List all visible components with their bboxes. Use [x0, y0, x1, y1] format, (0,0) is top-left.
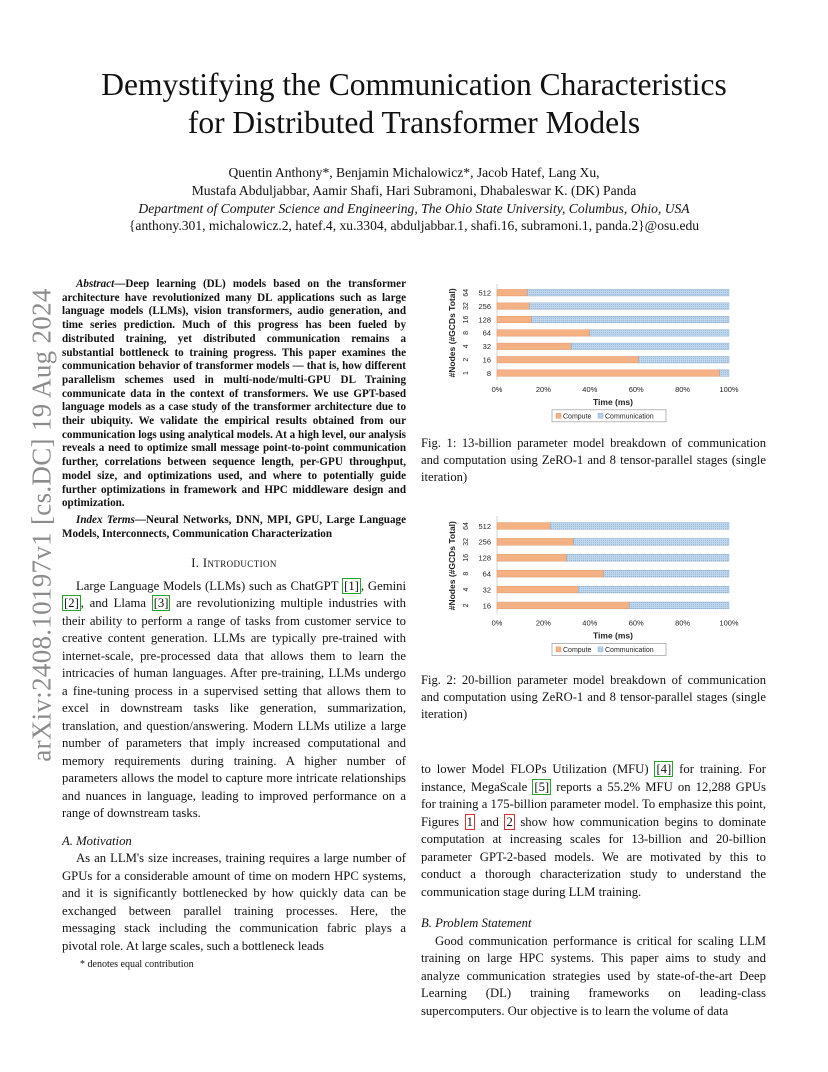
node-tick-label: 4 — [463, 587, 470, 592]
x-axis-title: Time (ms) — [593, 630, 633, 641]
bar-compute — [497, 370, 720, 377]
legend-swatch-communication — [598, 647, 603, 652]
bar-compute — [497, 570, 604, 577]
node-tick-label: 64 — [463, 288, 470, 297]
bar-compute — [497, 356, 639, 363]
bar-communication — [574, 539, 729, 546]
figure-1 — [421, 276, 766, 486]
intro-text-a: Large Language Models (LLMs) such as ChatGPT — [76, 578, 343, 593]
gcd-tick-label: 16 — [482, 601, 491, 611]
right-paragraph-1 — [421, 761, 766, 901]
figure-1-chart — [421, 276, 766, 428]
x-tick-label: 0% — [491, 384, 503, 394]
bar-communication — [604, 570, 729, 577]
figure-2-caption: Fig. 2: 20-billion parameter model breakdown of communication and computation using ZeRO-1 and 8 tensor-parallel stages (single iteration) — [421, 672, 766, 722]
citation-link[interactable]: [3] — [153, 596, 169, 611]
gcd-tick-label: 32 — [482, 342, 491, 352]
intro-paragraph — [62, 578, 406, 823]
node-tick-label: 16 — [463, 553, 470, 562]
bar-compute — [497, 289, 527, 296]
x-tick-label: 60% — [628, 618, 644, 628]
subsection-heading-motivation: A. Motivation — [62, 833, 132, 848]
authors-line-1: Quentin Anthony*, Benjamin Michalowicz*, Jacob Hatef, Lang Xu, — [228, 165, 600, 180]
bar-compute — [497, 303, 529, 310]
x-tick-label: 100% — [719, 384, 739, 394]
bar-compute — [497, 554, 567, 561]
x-tick-label: 40% — [582, 384, 598, 394]
abstract — [62, 278, 406, 511]
author-block — [60, 164, 768, 235]
x-axis-title: Time (ms) — [593, 396, 633, 407]
x-tick-label: 0% — [491, 618, 503, 628]
x-tick-label: 80% — [675, 618, 691, 628]
bar-communication — [639, 356, 729, 363]
bar-communication — [571, 343, 729, 350]
node-tick-label: 64 — [463, 522, 470, 530]
node-tick-label: 2 — [463, 603, 470, 608]
right-column — [421, 276, 766, 1020]
x-tick-label: 100% — [719, 618, 739, 628]
gcd-tick-label: 512 — [478, 288, 491, 298]
bar-communication — [578, 586, 729, 593]
x-tick-label: 80% — [675, 384, 691, 394]
chart-legend — [552, 644, 666, 656]
gcd-tick-label: 128 — [478, 553, 491, 563]
x-tick-label: 20% — [535, 384, 551, 394]
footnote: * denotes equal contribution — [80, 959, 194, 970]
bar-compute — [497, 539, 574, 546]
citation-link[interactable]: [4] — [656, 762, 672, 777]
legend-label-communication: Communication — [605, 413, 654, 421]
bar-communication — [567, 554, 729, 561]
y-axis-title: #Nodes (#GCDs Total) — [447, 521, 457, 611]
subsection-heading-problem-statement: B. Problem Statement — [421, 916, 532, 931]
bar-communication — [529, 303, 729, 310]
intro-text-b: , Gemini — [360, 578, 406, 593]
arxiv-identifier — [22, 275, 62, 775]
node-tick-label: 2 — [463, 357, 470, 362]
bar-compute — [497, 586, 578, 593]
node-tick-label: 32 — [463, 538, 470, 546]
right-text-b: for training. For instance, MegaScale — [421, 762, 766, 794]
right-text-d: and — [474, 814, 505, 829]
bar-communication — [720, 370, 729, 377]
node-tick-label: 1 — [463, 371, 470, 376]
section-number: I. — [191, 556, 203, 571]
chart-legend — [552, 410, 666, 422]
citation-link[interactable]: [2] — [64, 596, 79, 611]
paper-title — [60, 66, 768, 142]
bar-communication — [527, 289, 729, 296]
intro-text-c: , and Llama — [80, 596, 152, 611]
title-line-2: for Distributed Transformer Models — [187, 105, 641, 140]
gcd-tick-label: 256 — [478, 301, 491, 311]
intro-text-d: are revolutionizing multiple industries with their ability to perform a range of tasks from customer service to creative content generation. LLMs are typically pre-trained with internet-scale, pre-processed data that allows them to learn the intricacies of human languages. After pre-training, LLMs undergo a fine-tuning process in a supervised setting that allows them to excel in downstream tasks like generation, summarization, translation, and question/answering. Modern LLMs utilize a large number of parameters that imply increased computational and memory requirements during training. A higher number of parameters allows the model to capture more intricate relationships and nuances in language, leading to improved performance on a range of downstream tasks. — [62, 596, 406, 821]
legend-swatch-compute — [556, 413, 561, 418]
motivation-paragraph: As an LLM's size increases, training requires a large number of GPUs for a considerable amount of time on modern HPC systems, and it is significantly bottlenecked by how quickly data can be exchanged between parallel training processes. Here, the messaging stack including the communication fabric plays a pivotal role. At large scales, such a bottleneck leads — [62, 851, 406, 953]
title-line-1: Demystifying the Communication Characteristics — [101, 67, 727, 102]
legend-label-compute: Compute — [563, 647, 592, 655]
node-tick-label: 4 — [463, 344, 470, 349]
section-title: Introduction — [202, 556, 277, 571]
gcd-tick-label: 128 — [478, 315, 491, 325]
x-tick-label: 60% — [628, 384, 644, 394]
node-tick-label: 32 — [463, 302, 470, 310]
legend-swatch-compute — [556, 647, 561, 652]
node-tick-label: 16 — [463, 315, 470, 324]
index-terms — [62, 514, 406, 541]
x-tick-label: 20% — [535, 618, 551, 628]
bar-compute — [497, 316, 532, 323]
citation-link[interactable]: [1] — [344, 578, 359, 593]
section-heading-introduction — [62, 555, 406, 573]
legend-swatch-communication — [598, 413, 603, 418]
figure-2-chart — [421, 512, 766, 656]
author-emails: {anthony.301, michalowicz.2, hatef.4, xu.3304, abduljabbar.1, shafi.16, subramoni.1, panda.2}@osu.edu — [128, 218, 700, 234]
right-text-a: to lower Model FLOPs Utilization (MFU) — [421, 762, 655, 777]
problem-statement-paragraph: Good communication performance is critical for scaling LLM training on large HPC systems. This paper aims to study and analyze communication strategies used by state-of-the-art Deep Learning (DL) training frameworks on leading-class supercomputers. Our objective is to learn the volume of data — [421, 933, 766, 1018]
node-tick-label: 8 — [463, 571, 470, 576]
abstract-text: —Deep learning (DL) models based on the transformer architecture have revolutionized many DL applications such as large language models (LLMs), vision transformers, audio generation, and time series prediction. Much of this progress has been fueled by distributed training, yet distributed communication remains a substantial bottleneck to training progress. This paper examines the communication behavior of transformer models — that is, how different parallelism schemes used in multi-node/multi-GPU DL Training communicate data in the context of transformers. We use GPT-based language models as a case study of the transformer architecture due to their ubiquity. We validate the empirical results obtained from our communication logs using analytical models. At a high level, our analysis reveals a need to optimize small message point-to-point communication further, correlations between sequence length, per-GPU throughput, model size, and optimizations used, and where to potentially guide further optimizations in framework and HPC middleware design and optimization. — [62, 278, 406, 510]
index-terms-text: —Neural Networks, DNN, MPI, GPU, Large Language Models, Interconnects, Communication Characterization — [62, 513, 406, 540]
bar-compute — [497, 602, 629, 609]
arxiv-id-text: arXiv:2408.10197v1 [cs.DC] 19 Aug 2024 — [26, 288, 57, 762]
gcd-tick-label: 8 — [486, 368, 491, 378]
bar-compute — [497, 330, 590, 337]
figure-reference-link[interactable]: 2 — [506, 814, 513, 829]
figure-2 — [421, 512, 766, 723]
gcd-tick-label: 32 — [482, 585, 491, 595]
bar-compute — [497, 523, 550, 530]
legend-label-communication: Communication — [605, 647, 654, 655]
node-tick-label: 8 — [463, 330, 470, 335]
affiliation: Department of Computer Science and Engineering, The Ohio State University, Columbus, Ohio, USA — [138, 200, 690, 216]
legend-label-compute: Compute — [563, 413, 592, 421]
index-terms-label: Index Terms — [76, 513, 135, 526]
bar-communication — [532, 316, 729, 323]
bar-communication — [550, 523, 729, 530]
x-tick-label: 40% — [582, 618, 598, 628]
gcd-tick-label: 256 — [478, 537, 491, 547]
right-text-c: reports a 55.2% MFU on 12,288 GPUs for training a 175-billion parameter model. To emphasize this point, Figures — [421, 779, 766, 829]
bar-communication — [590, 330, 729, 337]
authors-line-2: Mustafa Abduljabbar, Aamir Shafi, Hari Subramoni, Dhabaleswar K. (DK) Panda — [191, 182, 637, 198]
gcd-tick-label: 16 — [482, 355, 491, 365]
gcd-tick-label: 64 — [482, 328, 491, 338]
left-column — [62, 278, 406, 955]
bar-compute — [497, 343, 571, 350]
bar-communication — [629, 602, 729, 609]
gcd-tick-label: 64 — [482, 569, 491, 579]
y-axis-title: #Nodes (#GCDs Total) — [447, 288, 457, 378]
citation-link[interactable]: [5] — [534, 779, 550, 794]
figure-reference-link[interactable]: 1 — [466, 814, 473, 829]
right-text-e: show how communication begins to dominate computation at increasing scales for 13-billion and 20-billion parameter GPT-2-based models. We are motivated by this to conduct a thorough characterization study to understand the communication stage during LLM training. — [421, 814, 766, 899]
abstract-label: Abstract — [76, 278, 115, 290]
figure-1-caption: Fig. 1: 13-billion parameter model breakdown of communication and computation using ZeRO-1 and 8 tensor-parallel stages (single iteration) — [421, 435, 766, 484]
gcd-tick-label: 512 — [478, 521, 491, 531]
